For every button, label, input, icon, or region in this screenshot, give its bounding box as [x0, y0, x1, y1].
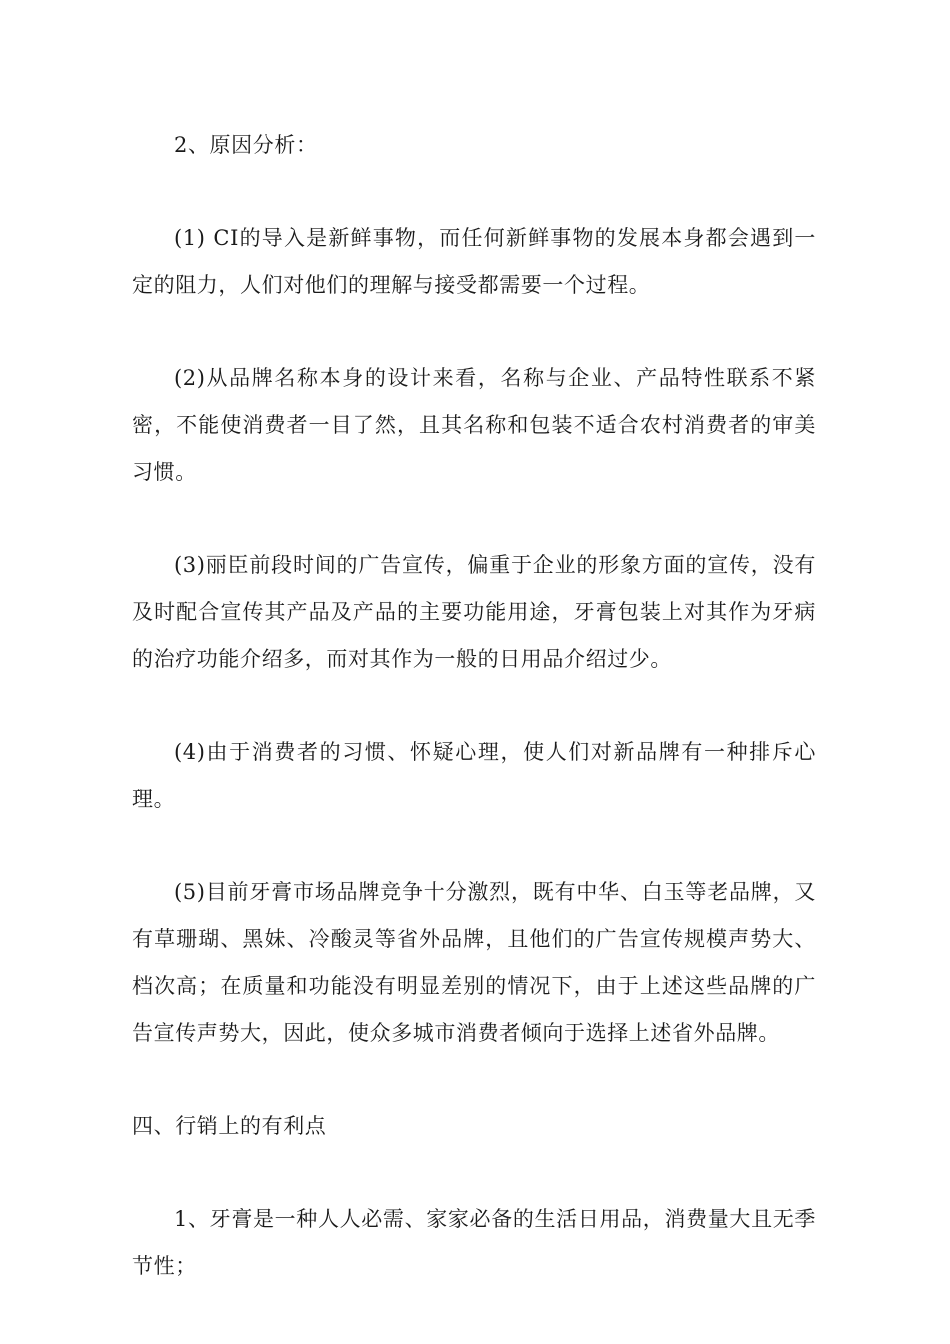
document-body — [132, 122, 816, 1336]
paragraph-reason-5: (5)目前牙膏市场品牌竞争十分激烈，既有中华、白玉等老品牌，又有草珊瑚、黑妹、冷酸灵等省外品牌，且他们的广告宣传规模声势大、档次高；在质量和功能没有明显差别的情况下，由于上述这些品牌的广告宣传声势大，因此，使众多城市消费者倾向于选择上述省外品牌。 — [132, 880, 816, 1045]
paragraph-advantage-1: 1、牙膏是一种人人必需、家家必备的生活日用品，消费量大且无季节性； — [132, 1207, 816, 1278]
paragraph-reason-4: (4)由于消费者的习惯、怀疑心理，使人们对新品牌有一种排斥心理。 — [132, 740, 816, 811]
paragraph-reason-1: (1) CI的导入是新鲜事物，而任何新鲜事物的发展本身都会遇到一定的阻力，人们对他们的理解与接受都需要一个过程。 — [132, 226, 816, 297]
section-heading-advantages: 四、行销上的有利点 — [132, 1114, 327, 1138]
paragraph-reason-3: (3)丽臣前段时间的广告宣传，偏重于企业的形象方面的宣传，没有及时配合宣传其产品及产品的主要功能用途，牙膏包装上对其作为牙病的治疗功能介绍多，而对其作为一般的日用品介绍过少。 — [132, 553, 816, 671]
paragraph-reason-analysis: 2、原因分析： — [174, 133, 318, 157]
paragraph-reason-2: (2)从品牌名称本身的设计来看，名称与企业、产品特性联系不紧密，不能使消费者一目了然，且其名称和包装不适合农村消费者的审美习惯。 — [132, 366, 816, 484]
